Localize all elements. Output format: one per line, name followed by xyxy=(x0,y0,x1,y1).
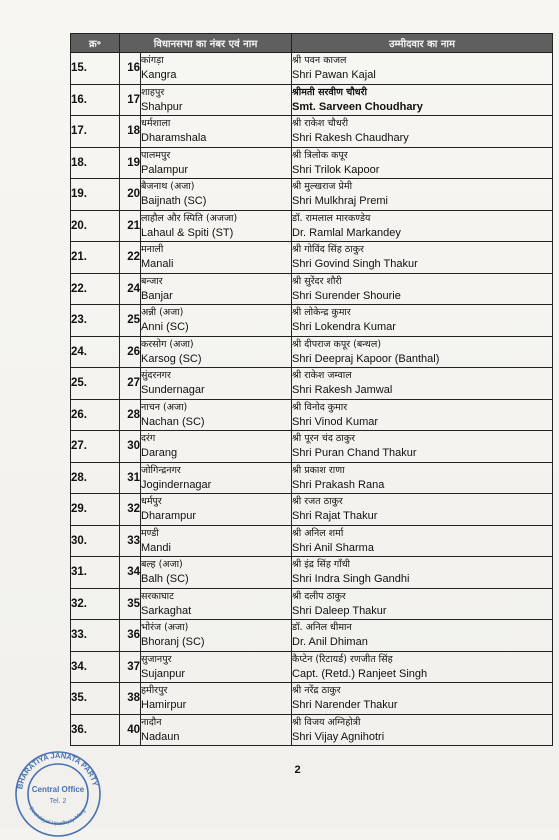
constituency-number: 24 xyxy=(120,273,141,305)
table-row xyxy=(71,588,553,620)
svg-text:Deendayal Upadhyay Marg: Deendayal Upadhyay Marg xyxy=(27,805,87,827)
constituency-number: 30 xyxy=(120,431,141,463)
serial-number: 29. xyxy=(71,494,120,526)
constituency-cell xyxy=(141,368,292,400)
constituency-cell xyxy=(141,620,292,652)
constituency-cell xyxy=(141,210,292,242)
candidate-cell xyxy=(292,210,553,242)
candidate-name-english: Shri Daleep Thakur xyxy=(292,604,387,617)
candidate-name-hindi: श्री मुल्खराज प्रेमी xyxy=(292,181,353,192)
candidate-name-hindi: श्री विजय अग्निहोत्री xyxy=(292,716,361,728)
serial-number: 23. xyxy=(71,305,120,337)
constituency-name-english: Palampur xyxy=(141,163,189,176)
table-row xyxy=(71,84,553,116)
constituency-name-english: Nachan (SC) xyxy=(141,415,205,428)
serial-number: 28. xyxy=(71,462,120,494)
serial-number: 26. xyxy=(71,399,120,431)
constituency-name-english: Kangra xyxy=(141,69,177,81)
serial-number: 17. xyxy=(71,116,120,148)
serial-number: 35. xyxy=(71,683,120,715)
constituency-number: 16 xyxy=(120,53,141,85)
candidate-name-english: Shri Prakash Rana xyxy=(292,478,385,491)
table-row xyxy=(71,651,553,683)
candidate-cell xyxy=(292,525,553,557)
candidate-name-english: Shri Rakesh Chaudhary xyxy=(292,132,409,144)
table-row xyxy=(71,399,553,431)
candidate-name-english: Shri Indra Singh Gandhi xyxy=(292,573,410,585)
constituency-name-hindi: बैजनाथ (अजा) xyxy=(141,181,195,192)
table-row xyxy=(71,336,553,368)
party-seal-stamp xyxy=(12,748,104,840)
candidate-cell xyxy=(292,462,553,494)
candidate-name-english: Shri Vinod Kumar xyxy=(292,415,379,428)
constituency-name-hindi: नादौन xyxy=(141,716,162,728)
candidate-name-english: Dr. Anil Dhiman xyxy=(292,636,368,648)
table-row xyxy=(71,179,553,211)
serial-number: 31. xyxy=(71,557,120,589)
serial-number: 32. xyxy=(71,588,120,620)
constituency-cell xyxy=(141,53,292,85)
table-row xyxy=(71,525,553,557)
candidate-cell xyxy=(292,588,553,620)
table-row xyxy=(71,557,553,589)
candidate-name-hindi: श्री विनोद कुमार xyxy=(292,401,348,413)
constituency-name-english: Dharampur xyxy=(141,510,197,522)
constituency-cell xyxy=(141,305,292,337)
candidate-name-english: Smt. Sarveen Choudhary xyxy=(292,100,423,113)
candidate-name-hindi: श्री पवन काजल xyxy=(292,55,347,66)
candidate-cell xyxy=(292,336,553,368)
candidate-name-hindi: श्री नरेंद्र ठाकुर xyxy=(292,685,341,696)
constituency-cell xyxy=(141,84,292,116)
candidate-name-hindi: डॉ. अनिल धीमान xyxy=(292,622,352,633)
constituency-name-english: Banjar xyxy=(141,289,173,302)
candidate-name-hindi: श्री त्रिलोक कपूर xyxy=(292,149,348,161)
constituency-cell xyxy=(141,557,292,589)
table-row xyxy=(71,305,553,337)
table-row xyxy=(71,53,553,85)
constituency-number: 40 xyxy=(120,714,141,746)
candidate-name-english: Capt. (Retd.) Ranjeet Singh xyxy=(292,667,428,680)
candidate-name-english: Dr. Ramlal Markandey xyxy=(292,226,401,239)
candidate-cell xyxy=(292,557,553,589)
candidate-cell xyxy=(292,683,553,715)
constituency-cell xyxy=(141,116,292,148)
constituency-name-english: Sujanpur xyxy=(141,667,186,680)
constituency-number: 17 xyxy=(120,84,141,116)
constituency-number: 26 xyxy=(120,336,141,368)
table-row xyxy=(71,431,553,463)
constituency-name-english: Lahaul & Spiti (ST) xyxy=(141,226,234,239)
constituency-number: 37 xyxy=(120,651,141,683)
candidate-cell xyxy=(292,242,553,274)
candidate-cell xyxy=(292,620,553,652)
constituency-name-hindi: धर्मशाला xyxy=(141,118,171,129)
table-row xyxy=(71,242,553,274)
serial-number: 30. xyxy=(71,525,120,557)
constituency-name-hindi: करसोग (अजा) xyxy=(141,338,194,350)
table-row xyxy=(71,210,553,242)
candidate-name-hindi: श्री दलीप ठाकुर xyxy=(292,590,346,602)
candidate-name-english: Shri Surender Shourie xyxy=(292,289,401,302)
constituency-name-hindi: हमीरपुर xyxy=(141,685,168,696)
candidate-cell xyxy=(292,399,553,431)
serial-number: 22. xyxy=(71,273,120,305)
constituency-cell xyxy=(141,399,292,431)
candidate-table xyxy=(70,33,553,746)
header-candidate: उम्मीदवार का नाम xyxy=(292,34,553,53)
constituency-number: 19 xyxy=(120,147,141,179)
candidate-name-hindi: श्री राकेश जम्वाल xyxy=(292,370,352,381)
candidate-name-hindi: श्री लोकेन्द्र कुमार xyxy=(292,307,351,318)
constituency-cell xyxy=(141,714,292,746)
svg-text:BHARATIYA JANATA PARTY: BHARATIYA JANATA PARTY xyxy=(15,750,101,790)
candidate-name-english: Shri Govind Singh Thakur xyxy=(292,258,418,270)
constituency-cell xyxy=(141,462,292,494)
table-row xyxy=(71,462,553,494)
constituency-cell xyxy=(141,588,292,620)
serial-number: 19. xyxy=(71,179,120,211)
candidate-name-hindi: श्री सुरेंदर शौरी xyxy=(292,275,342,287)
candidate-name-english: Shri Rakesh Jamwal xyxy=(292,384,393,396)
serial-number: 25. xyxy=(71,368,120,400)
constituency-number: 25 xyxy=(120,305,141,337)
table-row xyxy=(71,116,553,148)
constituency-number: 32 xyxy=(120,494,141,526)
candidate-name-english: Shri Deepraj Kapoor (Banthal) xyxy=(292,352,440,365)
constituency-name-english: Baijnath (SC) xyxy=(141,195,207,207)
constituency-cell xyxy=(141,651,292,683)
constituency-name-hindi: शाहपुर xyxy=(141,86,165,98)
serial-number: 15. xyxy=(71,53,120,85)
constituency-name-hindi: मण्डी xyxy=(141,527,159,539)
constituency-name-english: Shahpur xyxy=(141,100,183,113)
constituency-number: 18 xyxy=(120,116,141,148)
serial-number: 27. xyxy=(71,431,120,463)
candidate-name-english: Shri Trilok Kapoor xyxy=(292,163,380,176)
constituency-number: 31 xyxy=(120,462,141,494)
svg-text:Central Office: Central Office xyxy=(31,785,85,794)
serial-number: 24. xyxy=(71,336,120,368)
constituency-number: 33 xyxy=(120,525,141,557)
constituency-number: 22 xyxy=(120,242,141,274)
candidate-name-hindi: श्री प्रकाश राणा xyxy=(292,464,345,476)
constituency-name-hindi: मनाली xyxy=(141,244,164,255)
constituency-name-english: Mandi xyxy=(141,541,171,554)
candidate-cell xyxy=(292,116,553,148)
constituency-number: 28 xyxy=(120,399,141,431)
constituency-number: 34 xyxy=(120,557,141,589)
candidate-cell xyxy=(292,714,553,746)
candidate-cell xyxy=(292,305,553,337)
candidate-name-english: Shri Rajat Thakur xyxy=(292,510,378,522)
constituency-name-english: Nadaun xyxy=(141,730,180,743)
constituency-name-english: Dharamshala xyxy=(141,132,207,144)
constituency-name-hindi: जोगिन्द्रनगर xyxy=(141,464,181,476)
header-serial: क्र॰ xyxy=(71,34,120,53)
constituency-number: 35 xyxy=(120,588,141,620)
candidate-cell xyxy=(292,179,553,211)
constituency-name-english: Manali xyxy=(141,258,174,270)
constituency-name-hindi: सुजानपुर xyxy=(141,653,172,665)
candidate-name-english: Shri Lokendra Kumar xyxy=(292,321,396,333)
constituency-name-english: Hamirpur xyxy=(141,699,187,711)
candidate-cell xyxy=(292,494,553,526)
constituency-cell xyxy=(141,525,292,557)
constituency-cell xyxy=(141,242,292,274)
page-number: 2 xyxy=(294,764,301,776)
constituency-name-hindi: दरंग xyxy=(141,433,156,444)
candidate-name-hindi: श्री राकेश चौधरी xyxy=(292,118,349,129)
constituency-name-english: Balh (SC) xyxy=(141,573,189,585)
svg-text:Tel. 2: Tel. 2 xyxy=(49,798,67,805)
serial-number: 33. xyxy=(71,620,120,652)
table-row xyxy=(71,620,553,652)
constituency-name-hindi: बल्ह (अजा) xyxy=(141,559,183,570)
constituency-number: 20 xyxy=(120,179,141,211)
candidate-cell xyxy=(292,53,553,85)
candidate-cell xyxy=(292,431,553,463)
candidate-name-english: Shri Pawan Kajal xyxy=(292,69,376,81)
constituency-number: 21 xyxy=(120,210,141,242)
constituency-cell xyxy=(141,336,292,368)
serial-number: 36. xyxy=(71,714,120,746)
candidate-cell xyxy=(292,273,553,305)
candidate-name-hindi: श्रीमती सरवीण चौधरी xyxy=(292,86,367,98)
constituency-cell xyxy=(141,273,292,305)
candidate-name-english: Shri Mulkhraj Premi xyxy=(292,195,388,207)
candidate-name-hindi: श्री इंद्र सिंह गाँधी xyxy=(292,559,351,570)
constituency-name-english: Jogindernagar xyxy=(141,478,212,491)
serial-number: 20. xyxy=(71,210,120,242)
constituency-cell xyxy=(141,179,292,211)
candidate-name-english: Shri Narender Thakur xyxy=(292,699,398,711)
constituency-cell xyxy=(141,431,292,463)
candidate-name-hindi: डॉ. रामलाल मारकण्डेय xyxy=(292,212,371,224)
constituency-name-english: Darang xyxy=(141,447,178,459)
constituency-name-english: Sarkaghat xyxy=(141,604,192,617)
candidate-cell xyxy=(292,651,553,683)
constituency-cell xyxy=(141,147,292,179)
candidate-name-hindi: कैप्टेन (रिटायर्ड) रणजीत सिंह xyxy=(292,653,393,665)
candidate-name-hindi: श्री दीपराज कपूर (बन्थल) xyxy=(292,338,382,350)
constituency-number: 36 xyxy=(120,620,141,652)
table-row xyxy=(71,147,553,179)
constituency-cell xyxy=(141,683,292,715)
table-header-row xyxy=(71,34,553,53)
constituency-name-hindi: कांगड़ा xyxy=(141,55,164,66)
serial-number: 18. xyxy=(71,147,120,179)
table-row xyxy=(71,368,553,400)
constituency-number: 38 xyxy=(120,683,141,715)
constituency-name-english: Anni (SC) xyxy=(141,321,189,333)
table-row xyxy=(71,273,553,305)
candidate-name-hindi: श्री अनिल शर्मा xyxy=(292,527,344,539)
constituency-name-hindi: सुंदरनगर xyxy=(141,370,171,381)
candidate-cell xyxy=(292,368,553,400)
constituency-name-hindi: भोरंज (अजा) xyxy=(141,622,189,633)
constituency-name-hindi: लाहौल और स्पिति (अजजा) xyxy=(141,212,238,224)
constituency-name-hindi: अन्नी (अजा) xyxy=(141,307,184,318)
constituency-number: 27 xyxy=(120,368,141,400)
candidate-cell xyxy=(292,147,553,179)
serial-number: 16. xyxy=(71,84,120,116)
header-constituency: विधानसभा का नंबर एवं नाम xyxy=(120,34,292,53)
candidate-name-hindi: श्री पूरन चंद ठाकुर xyxy=(292,433,356,444)
serial-number: 21. xyxy=(71,242,120,274)
table-row xyxy=(71,683,553,715)
constituency-name-hindi: बन्जार xyxy=(141,275,163,287)
constituency-name-hindi: सरकाघाट xyxy=(141,590,174,602)
constituency-name-hindi: पालमपुर xyxy=(141,149,171,161)
candidate-name-english: Shri Puran Chand Thakur xyxy=(292,447,417,459)
constituency-name-hindi: धर्मपुर xyxy=(141,496,162,507)
constituency-name-english: Bhoranj (SC) xyxy=(141,636,205,648)
constituency-cell xyxy=(141,494,292,526)
candidate-name-hindi: श्री गोविंद सिंह ठाकुर xyxy=(292,244,364,255)
constituency-name-hindi: नाचन (अजा) xyxy=(141,401,188,413)
candidate-name-english: Shri Anil Sharma xyxy=(292,541,374,554)
candidate-cell xyxy=(292,84,553,116)
table-row xyxy=(71,714,553,746)
table-row xyxy=(71,494,553,526)
candidate-name-hindi: श्री रजत ठाकुर xyxy=(292,496,343,507)
candidate-name-english: Shri Vijay Agnihotri xyxy=(292,730,385,743)
serial-number: 34. xyxy=(71,651,120,683)
constituency-name-english: Sundernagar xyxy=(141,384,205,396)
constituency-name-english: Karsog (SC) xyxy=(141,352,202,365)
